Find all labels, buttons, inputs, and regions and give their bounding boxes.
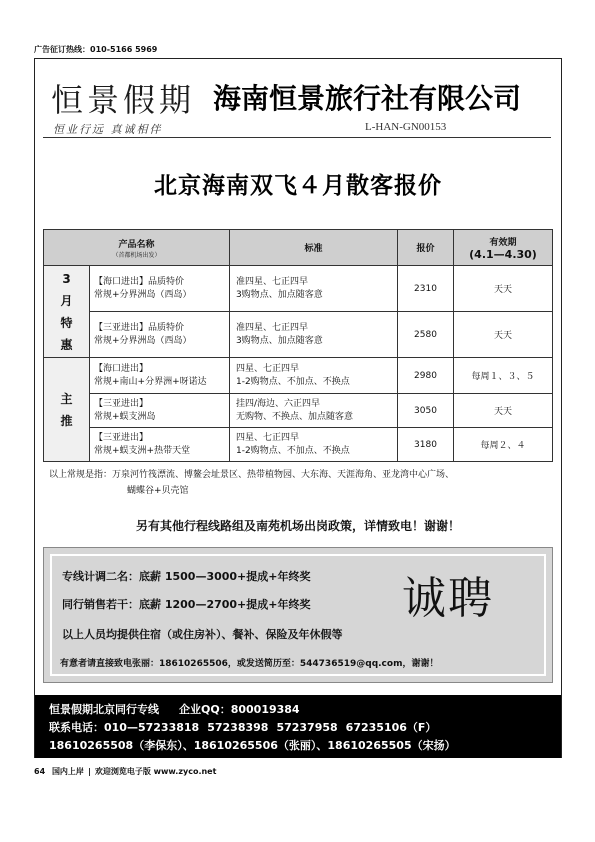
group-label-march-special xyxy=(44,266,90,358)
footer-hotline-label: 恒景假期北京同行专线 xyxy=(49,703,159,716)
footer-mobile: 18610265508（李保东）、 xyxy=(49,739,194,752)
footer-contact-bar xyxy=(35,695,561,758)
standard-line: 四星、七正四早 xyxy=(236,432,300,443)
footer-phones-label: 联系电话： xyxy=(49,721,104,734)
table-row xyxy=(44,266,553,312)
itinerary-notes xyxy=(49,467,549,499)
table-row xyxy=(44,428,553,462)
contact-announcement: 另有其他行程线路组及南苑机场出岗政策，详情致电！谢谢！ xyxy=(135,519,460,533)
header-valid-label: 有效期 xyxy=(489,237,517,248)
product-cell xyxy=(90,394,230,428)
license-code: L-HAN-GN00153 xyxy=(365,121,447,133)
company-name: 海南恒景旅行社有限公司 xyxy=(213,82,522,115)
standard-line: 1-2购物点、不加点、不换点 xyxy=(236,445,350,456)
price-cell: 3050 xyxy=(398,394,454,428)
advertising-hotline: 广告征订热线：010-5166 5969 xyxy=(34,45,158,54)
recruitment-title: 诚聘 xyxy=(402,573,494,624)
valid-cell: 天天 xyxy=(454,394,553,428)
page-title: 北京海南双飞４月散客报价 xyxy=(154,172,442,199)
brand-motto: 恒业行远 真诚相伴 xyxy=(53,123,163,136)
product-detail: 常规+蜈支洲岛 xyxy=(94,411,156,422)
table-row xyxy=(44,358,553,394)
price-table xyxy=(43,229,553,462)
group-label-char: 推 xyxy=(60,413,73,428)
header-divider xyxy=(43,137,551,138)
valid-cell: 每周１、３、５ xyxy=(454,358,553,394)
footer-fax: 67235106（F） xyxy=(345,721,437,734)
standard-line: 四星、七正四早 xyxy=(236,363,300,374)
group-label-featured xyxy=(44,358,90,462)
product-title: 【海口进出】品质特价 xyxy=(94,276,185,287)
footer-line-mobiles xyxy=(49,737,464,753)
footer-separator: | xyxy=(87,767,91,776)
table-header-row xyxy=(44,230,553,266)
job-line-planner: 专线计调二名：底薪 1500—3000+提成+年终奖 xyxy=(62,570,311,583)
header-valid xyxy=(454,230,553,266)
brand-name: 恒景假期 xyxy=(51,81,196,119)
job-line-sales: 同行销售若干：底薪 1200—2700+提成+年终奖 xyxy=(62,598,311,611)
notes-line: 以上常规是指：万泉河竹筏漂流、博鳌会址景区、热带植物园、大东海、天涯海角、亚龙湾中心广场、 xyxy=(49,470,455,480)
footer-phone: 010—57233818 xyxy=(104,721,200,734)
footer-qq: 企业QQ：800019384 xyxy=(179,703,300,716)
standard-line: 3购物点、加点随客意 xyxy=(236,289,323,300)
job-benefits: 以上人员均提供住宿（或住房补）、餐补、保险及年休假等 xyxy=(62,628,343,641)
standard-line: 挂四/海边、六正四早 xyxy=(236,398,321,409)
table-row xyxy=(44,394,553,428)
header-standard: 标准 xyxy=(230,230,398,266)
standard-line: 1-2购物点、不加点、不换点 xyxy=(236,376,350,387)
price-cell: 3180 xyxy=(398,428,454,462)
recruitment-box xyxy=(43,547,553,683)
product-cell xyxy=(90,428,230,462)
price-cell: 2310 xyxy=(398,266,454,312)
group-label-char: 主 xyxy=(60,391,73,406)
header-product xyxy=(44,230,230,266)
footer-mobile: 18610265505（宋扬） xyxy=(327,739,456,752)
standard-line: 3购物点、加点随客意 xyxy=(236,335,323,346)
price-cell: 2580 xyxy=(398,312,454,358)
product-cell xyxy=(90,312,230,358)
price-cell: 2980 xyxy=(398,358,454,394)
product-detail: 常规+分界洲岛（西岛） xyxy=(94,335,192,346)
product-cell xyxy=(90,266,230,312)
group-label-char: 惠 xyxy=(60,337,73,352)
product-cell xyxy=(90,358,230,394)
standard-line: 准四星、七正四早 xyxy=(236,276,309,287)
valid-cell: 每周２、４ xyxy=(454,428,553,462)
standard-line: 准四星、七正四早 xyxy=(236,322,309,333)
standard-cell xyxy=(230,266,398,312)
product-detail: 常规+南山+分界洲+呀诺达 xyxy=(94,376,207,387)
product-detail: 常规+分界洲岛（西岛） xyxy=(94,289,192,300)
standard-line: 无购物、不换点、加点随客意 xyxy=(236,411,354,422)
product-title: 【三亚进出】 xyxy=(94,398,149,409)
page-number: 64 xyxy=(34,767,46,776)
header-product-label: 产品名称 xyxy=(118,239,155,250)
notes-line: 蝴蝶谷+贝壳馆 xyxy=(127,486,189,496)
footer-phone: 57238398 xyxy=(207,721,269,734)
header-price: 报价 xyxy=(398,230,454,266)
group-label-char: 特 xyxy=(60,315,73,330)
standard-cell xyxy=(230,312,398,358)
standard-cell xyxy=(230,394,398,428)
footer-line-hotline xyxy=(49,701,300,717)
valid-cell: 天天 xyxy=(454,312,553,358)
valid-cell: 天天 xyxy=(454,266,553,312)
product-detail: 常规+蜈支洲+热带天堂 xyxy=(94,445,191,456)
footer-line-phones xyxy=(49,719,444,735)
site-link: 欢迎浏览电子版 www.zyco.net xyxy=(94,767,217,776)
job-contact: 有意者请直接致电张丽：18610265506，或发送简历至：544736519@qq.com，谢谢！ xyxy=(60,659,439,669)
header-product-sub: （首都机场出发） xyxy=(112,251,161,259)
standard-cell xyxy=(230,428,398,462)
product-title: 【海口进出】 xyxy=(94,363,149,374)
standard-cell xyxy=(230,358,398,394)
product-title: 【三亚进出】 xyxy=(94,432,149,443)
page-frame xyxy=(34,58,562,758)
product-title: 【三亚进出】品质特价 xyxy=(94,322,185,333)
footer-phone: 57237958 xyxy=(276,721,338,734)
table-row xyxy=(44,312,553,358)
group-label-char: 3 xyxy=(62,271,71,286)
header-valid-range: (4.1—4.30) xyxy=(469,247,537,261)
section-name: 国内上岸 xyxy=(51,767,84,776)
group-label-char: 月 xyxy=(60,293,73,308)
brand-header xyxy=(35,59,561,139)
page-footer xyxy=(34,766,216,777)
footer-mobile: 18610265506（张丽）、 xyxy=(193,739,328,752)
